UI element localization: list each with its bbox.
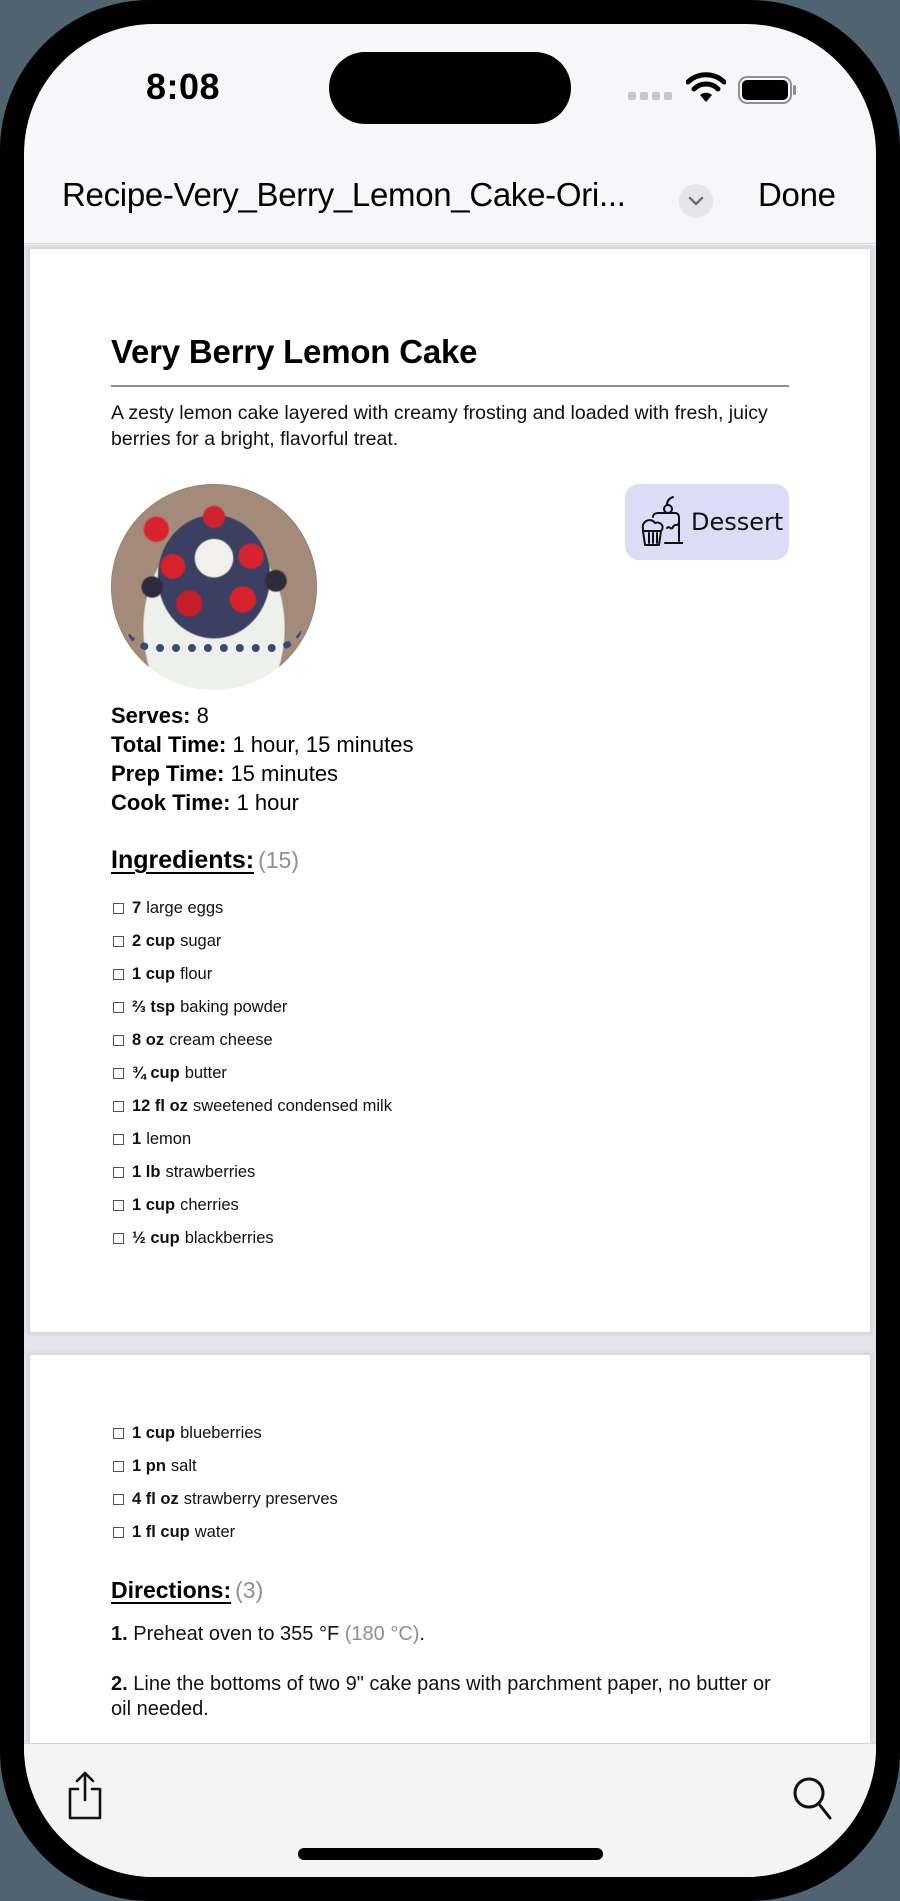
recipe-photo: [111, 484, 317, 690]
ingredient-item[interactable]: 1 cup flour: [111, 958, 392, 991]
checkbox-icon: [113, 969, 124, 980]
home-indicator[interactable]: [298, 1848, 603, 1860]
dynamic-island: [329, 52, 571, 124]
title-divider: [111, 385, 789, 387]
checkbox-icon: [113, 1428, 124, 1439]
ingredient-item[interactable]: 1 fl cup water: [111, 1516, 338, 1549]
recipe-meta: [111, 701, 413, 817]
directions-heading: Directions: (3): [111, 1577, 264, 1603]
ingredient-item[interactable]: ½ cup blackberries: [111, 1222, 392, 1255]
nav-bar: [24, 154, 876, 244]
ingredient-item[interactable]: 1 lb strawberries: [111, 1156, 392, 1189]
screen: [24, 24, 876, 1877]
ingredient-item[interactable]: ¾ cup butter: [111, 1057, 392, 1090]
ingredients-list-page1: [111, 892, 392, 1255]
ingredient-item[interactable]: 1 cup blueberries: [111, 1417, 338, 1450]
ingredient-item[interactable]: 4 fl oz strawberry preserves: [111, 1483, 338, 1516]
ingredient-item[interactable]: 2 cup sugar: [111, 925, 392, 958]
ingredient-item[interactable]: 1 cup cherries: [111, 1189, 392, 1222]
done-button[interactable]: Done: [758, 176, 836, 213]
title-menu-button[interactable]: [679, 184, 713, 218]
ingredient-item[interactable]: 12 fl oz sweetened condensed milk: [111, 1090, 392, 1123]
checkbox-icon: [113, 1101, 124, 1112]
document-title[interactable]: Recipe-Very_Berry_Lemon_Cake-Ori...: [62, 176, 626, 213]
serves-row: Serves: 8: [111, 703, 209, 728]
status-time: 8:08: [146, 66, 221, 107]
checkbox-icon: [113, 1233, 124, 1244]
battery-full-icon: [738, 76, 798, 104]
checkbox-icon: [113, 1134, 124, 1145]
ingredients-list-page2: [111, 1417, 338, 1549]
checkbox-icon: [113, 1200, 124, 1211]
ingredient-item[interactable]: 1 lemon: [111, 1123, 392, 1156]
ingredient-item[interactable]: 1 pn salt: [111, 1450, 338, 1483]
ingredient-item[interactable]: 7 large eggs: [111, 892, 392, 925]
recipe-description: A zesty lemon cake layered with creamy frosting and loaded with fresh, juicy berries for a bright, flavorful treat.: [111, 402, 768, 450]
checkbox-icon: [113, 936, 124, 947]
total-time-row: Total Time: 1 hour, 15 minutes: [111, 732, 414, 757]
ingredients-count: (15): [258, 847, 299, 873]
checkbox-icon: [113, 1068, 124, 1079]
chevron-down-icon: [688, 196, 704, 206]
ingredient-item[interactable]: ⅔ tsp baking powder: [111, 991, 392, 1024]
cellular-signal-icon: [628, 92, 672, 100]
status-bar: [24, 24, 876, 154]
checkbox-icon: [113, 1527, 124, 1538]
share-icon[interactable]: [64, 1770, 106, 1822]
checkbox-icon: [113, 1035, 124, 1046]
document-page-2: [30, 1355, 870, 1755]
document-page-1: [30, 249, 870, 1332]
directions-count: (3): [235, 1577, 264, 1603]
ingredients-heading: Ingredients: (15): [111, 846, 299, 874]
direction-step: 1. Preheat oven to 355 °F (180 °C).: [111, 1623, 425, 1645]
category-badge: [625, 484, 789, 560]
search-icon[interactable]: [790, 1774, 836, 1822]
checkbox-icon: [113, 1002, 124, 1013]
document-viewer[interactable]: [24, 245, 876, 1743]
ingredient-item[interactable]: 8 oz cream cheese: [111, 1024, 392, 1057]
recipe-title: Very Berry Lemon Cake: [111, 333, 478, 370]
cook-time-row: Cook Time: 1 hour: [111, 790, 299, 815]
checkbox-icon: [113, 1461, 124, 1472]
dessert-icon: [637, 495, 683, 549]
wifi-icon: [686, 72, 726, 106]
checkbox-icon: [113, 1494, 124, 1505]
category-label: Dessert: [691, 508, 784, 536]
checkbox-icon: [113, 903, 124, 914]
directions-list: [111, 1622, 789, 1747]
direction-step: 2. Line the bottoms of two 9" cake pans with parchment paper, no butter or oil needed.: [111, 1673, 771, 1720]
checkbox-icon: [113, 1167, 124, 1178]
prep-time-row: Prep Time: 15 minutes: [111, 761, 339, 786]
